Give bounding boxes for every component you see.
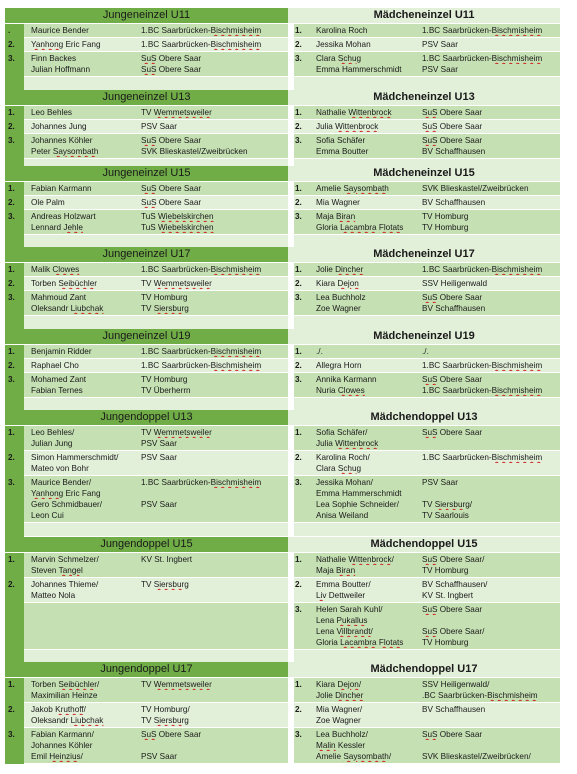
player-name: Torben Seibüchler/ (31, 680, 100, 689)
rank-number-boys: 1. (8, 680, 15, 689)
column-separator (288, 291, 294, 315)
category-title-boys: Jungeneinzel U15 (5, 166, 288, 181)
club-name: PSV Saar (141, 122, 177, 131)
club-name: TV Wemmetsweiler (141, 279, 212, 288)
player-name: Lena Pukallus (316, 616, 368, 625)
player-name: Malik Clowes (31, 265, 80, 274)
player-name: Emma Hammerschmidt (316, 489, 402, 498)
player-name: Emma Boutter/ (316, 580, 371, 589)
player-name: Fabian Ternes (31, 386, 83, 395)
club-name: BV Schaffhausen (422, 705, 486, 714)
rank-number-girls: 1. (295, 347, 302, 356)
player-name: Lea Sophie Schneider/ (316, 500, 399, 509)
rank-number-girls: 3. (295, 54, 302, 63)
club-name: 1.BC Saarbrücken-Bischmisheim (141, 265, 262, 274)
rank-number-girls: 3. (295, 293, 302, 302)
rank-column-strip (5, 77, 24, 91)
rank-number-girls: 1. (295, 265, 302, 274)
club-name: SuS Obere Saar (141, 54, 202, 63)
club-name: SVK Blieskastel/Zweibrücken/ (422, 752, 531, 761)
column-separator (288, 77, 294, 90)
row-bg-right (288, 77, 560, 90)
result-row (5, 134, 560, 158)
category-title-girls: Mädchendoppel U15 (288, 537, 560, 552)
result-row (5, 263, 560, 276)
category-title-boys: Jungendoppel U17 (5, 662, 288, 677)
club-name: TV Homburg (422, 566, 469, 575)
player-name: Lennard Jehle (31, 223, 83, 232)
club-name: TV Wemmetsweiler (141, 680, 212, 689)
rank-column-strip (5, 316, 24, 330)
player-name: Kiara Dejon/ (316, 680, 362, 689)
player-name: Mia Wagner (316, 198, 360, 207)
result-row (5, 373, 560, 397)
player-name: Leo Behles/ (31, 428, 75, 437)
category-title-boys: Jungeneinzel U11 (5, 8, 288, 23)
player-name: Torben Seibüchler (31, 279, 98, 288)
player-name: Anisa Weiland (316, 511, 369, 520)
player-name: Emma Boutter (316, 147, 369, 156)
rank-number-boys: 3. (8, 375, 15, 384)
club-name: TV Homburg (422, 212, 469, 221)
club-name: SuS Obere Saar (141, 730, 202, 739)
player-name: Raphael Cho (31, 361, 79, 370)
rank-number-girls: 1. (295, 184, 302, 193)
club-name: TV Homburg (141, 375, 188, 384)
category-block (5, 537, 560, 664)
category-title-boys: Jungeneinzel U13 (5, 90, 288, 105)
club-name: ./. (422, 347, 429, 356)
player-name: Gloria Lacambra Flotats (316, 638, 404, 647)
rank-number-boys: 2. (8, 453, 15, 462)
player-name: Yanhong Eric Fang (31, 489, 101, 498)
club-name: SuS Obere Saar (422, 375, 483, 384)
player-name: Zoe Wagner (316, 304, 361, 313)
club-name: SuS Obere Saar (141, 184, 202, 193)
category-block (5, 90, 560, 173)
club-name: 1.BC Saarbrücken-Bischmisheim (422, 386, 543, 395)
player-name: Mia Wagner/ (316, 705, 363, 714)
club-name: TV Wemmetsweiler (141, 428, 212, 437)
player-name: Leon Cui (31, 511, 64, 520)
row-bg-left (24, 603, 288, 649)
rank-number-girls: 2. (295, 580, 302, 589)
player-name: Emma Hammerschmidt (316, 65, 402, 74)
club-name: 1.BC Saarbrücken-Bischmisheim (422, 26, 543, 35)
player-name: Jessika Mohan (316, 40, 371, 49)
player-name: Clara Schug (316, 54, 362, 63)
player-name: Karolina Roch/ (316, 453, 370, 462)
row-bg-right (288, 316, 560, 329)
category-block (5, 166, 560, 249)
club-name: TV Überherrn (141, 386, 191, 395)
club-name: SuS Obere Saar (422, 293, 483, 302)
column-separator (288, 553, 294, 577)
club-name: TuS Wiebelskirchen (141, 223, 214, 232)
club-name: PSV Saar (422, 40, 458, 49)
player-name: Clara Schug (316, 464, 362, 473)
column-separator (288, 134, 294, 158)
player-name: Steven Tangel (31, 566, 83, 575)
club-name: PSV Saar (422, 65, 458, 74)
player-name: Benjamin Ridder (31, 347, 92, 356)
rank-number-boys: 2. (8, 40, 15, 49)
player-name: Amelie Saysombath/ (316, 752, 392, 761)
result-row (5, 77, 560, 90)
rank-number-boys: 2. (8, 361, 15, 370)
result-row (5, 277, 560, 290)
player-name: Andreas Holzwart (31, 212, 96, 221)
column-separator (288, 52, 294, 76)
club-name: SuS Obere Saar (422, 730, 483, 739)
result-row (5, 476, 560, 522)
result-row (5, 120, 560, 133)
club-name: SuS Obere Saar/ (422, 555, 485, 564)
player-name: Mateo von Bohr (31, 464, 89, 473)
player-name: Julia Wittenbrock (316, 122, 379, 131)
player-name: Mahmoud Zant (31, 293, 87, 302)
player-name: Malin Kessler (316, 741, 366, 750)
rank-number-girls: 2. (295, 122, 302, 131)
club-name: TV Siersburg/ (422, 500, 473, 509)
result-row (5, 426, 560, 450)
category-title-girls: Mädchendoppel U17 (288, 662, 560, 677)
player-name: Yanhong Eric Fang (31, 40, 101, 49)
rank-number-boys: 2. (8, 122, 15, 131)
player-name: Fabian Karmann (31, 184, 92, 193)
club-name: KV St. Ingbert (422, 591, 474, 600)
player-name: Simon Hammerschmidt/ (31, 453, 119, 462)
category-title-girls: Mädchendoppel U13 (288, 410, 560, 425)
player-name: Nathalie Wittenbrock (316, 108, 392, 117)
player-name: Johannes Thieme/ (31, 580, 99, 589)
club-name: SuS Obere Saar/ (422, 627, 485, 636)
player-name: Julia Wittenbrock (316, 439, 379, 448)
player-name: Nuria Clowes (316, 386, 365, 395)
category-title-girls: Mädcheneinzel U11 (288, 8, 560, 23)
result-row (5, 451, 560, 475)
rank-number-boys: 3. (8, 478, 15, 487)
club-name: .BC Saarbrücken-Bischmisheim (422, 691, 538, 700)
category-block (5, 8, 560, 91)
club-name: 1.BC Saarbrücken-Bischmisheim (422, 265, 543, 274)
category-title-girls: Mädcheneinzel U19 (288, 329, 560, 344)
row-bg-left (24, 316, 288, 329)
category-title-boys: Jungeneinzel U19 (5, 329, 288, 344)
rank-number-boys: 3. (8, 293, 15, 302)
player-name: Amelie Saysombath (316, 184, 389, 193)
club-name: 1.BC Saarbrücken-Bischmisheim (141, 478, 262, 487)
club-name: TV Saarlouis (422, 511, 469, 520)
column-separator (288, 426, 294, 450)
result-row (5, 345, 560, 358)
player-name: Jakob Kruthoff/ (31, 705, 86, 714)
rank-number-girls: 3. (295, 605, 302, 614)
player-name: Jolie Dincher (316, 265, 364, 274)
category-title-girls: Mädcheneinzel U15 (288, 166, 560, 181)
result-row (5, 182, 560, 195)
result-row (5, 678, 560, 702)
rank-number-girls: 3. (295, 730, 302, 739)
club-name: 1.BC Saarbrücken-Bischmisheim (422, 54, 543, 63)
category-block (5, 410, 560, 537)
rank-number-girls: 2. (295, 361, 302, 370)
player-name: Matteo Nola (31, 591, 76, 600)
club-name: PSV Saar (141, 439, 177, 448)
rank-number-girls: 2. (295, 198, 302, 207)
rank-column-strip (5, 603, 24, 650)
club-name: BV Schaffhausen (422, 147, 486, 156)
club-name: SSV Heiligenwald/ (422, 680, 490, 689)
player-name: Gero Schmidbauer/ (31, 500, 103, 509)
column-separator (288, 277, 294, 290)
club-name: SuS Obere Saar (141, 65, 202, 74)
column-separator (288, 182, 294, 195)
player-name: Finn Backes (31, 54, 77, 63)
player-name: Helen Sarah Kuhl/ (316, 605, 383, 614)
player-name: Kiara Dejon (316, 279, 359, 288)
club-name: PSV Saar (422, 478, 458, 487)
player-name: Allegra Horn (316, 361, 362, 370)
club-name: BV Schaffhausen (422, 304, 486, 313)
club-name: 1.BC Saarbrücken-Bischmisheim (422, 453, 543, 462)
result-row (5, 106, 560, 119)
player-name: Johannes Köhler (31, 136, 93, 145)
column-separator (288, 703, 294, 727)
club-name: 1.BC Saarbrücken-Bischmisheim (141, 26, 262, 35)
club-name: TV Homburg (422, 223, 469, 232)
player-name: Leo Behles (31, 108, 72, 117)
rank-number-boys: 2. (8, 580, 15, 589)
club-name: TV Homburg (422, 638, 469, 647)
player-name: Julian Jung (31, 439, 73, 448)
player-name: Maximilian Heinze (31, 691, 98, 700)
column-separator (288, 263, 294, 276)
player-name: Fabian Karmann/ (31, 730, 94, 739)
row-bg-left (24, 523, 288, 536)
club-name: BV Schaffhausen (422, 198, 486, 207)
rank-number-boys: 2. (8, 198, 15, 207)
club-name: SuS Obere Saar (422, 108, 483, 117)
column-separator (288, 603, 294, 649)
column-separator (288, 24, 294, 37)
rank-number-girls: 1. (295, 26, 302, 35)
club-name: TV Homburg (141, 293, 188, 302)
column-separator (288, 373, 294, 397)
player-name: Oleksandr Liubchak (31, 716, 104, 725)
club-name: TV Homburg/ (141, 705, 190, 714)
player-name: Johannes Köhler (31, 741, 93, 750)
row-bg-right (288, 523, 560, 536)
column-separator (288, 678, 294, 702)
club-name: SuS Obere Saar (422, 136, 483, 145)
player-name: Gloria Lacambra Flotats (316, 223, 404, 232)
player-name: Johannes Jung (31, 122, 87, 131)
column-separator (288, 359, 294, 372)
club-name: TV Wemmetsweiler (141, 108, 212, 117)
category-title-girls: Mädcheneinzel U13 (288, 90, 560, 105)
result-row (5, 728, 560, 763)
rank-number-girls: 2. (295, 279, 302, 288)
column-separator (288, 196, 294, 209)
rank-number-boys: 1. (8, 184, 15, 193)
player-name: Nathalie Wittenbrock/ (316, 555, 394, 564)
rank-number-boys: . (8, 26, 11, 35)
player-name: Peter Saysombath (31, 147, 99, 156)
category-block (5, 247, 560, 330)
player-name: Ole Palm (31, 198, 65, 207)
category-title-boys: Jungendoppel U13 (5, 410, 288, 425)
rank-number-boys: 3. (8, 730, 15, 739)
rank-number-girls: 1. (295, 555, 302, 564)
result-row (5, 603, 560, 649)
club-name: 1.BC Saarbrücken-Bischmisheim (141, 347, 262, 356)
column-separator (288, 106, 294, 119)
column-separator (288, 120, 294, 133)
category-title-girls: Mädcheneinzel U17 (288, 247, 560, 262)
category-title-boys: Jungeneinzel U17 (5, 247, 288, 262)
result-row (5, 52, 560, 76)
category-title-boys: Jungendoppel U15 (5, 537, 288, 552)
player-name: Mohamed Zant (31, 375, 87, 384)
rank-number-boys: 3. (8, 54, 15, 63)
player-name: Jessika Mohan/ (316, 478, 373, 487)
rank-number-girls: 3. (295, 136, 302, 145)
rank-column-strip (5, 523, 24, 537)
rank-number-girls: 2. (295, 40, 302, 49)
club-name: SVK Blieskastel/Zweibrücken (422, 184, 529, 193)
player-name: Liv Dettweiler (316, 591, 366, 600)
club-name: KV St. Ingbert (141, 555, 193, 564)
player-name: Lea Buchholz/ (316, 730, 368, 739)
category-block (5, 329, 560, 412)
club-name: 1.BC Saarbrücken-Bischmisheim (141, 40, 262, 49)
column-separator (288, 523, 294, 536)
result-row (5, 316, 560, 329)
rank-number-girls: 3. (295, 212, 302, 221)
column-separator (288, 476, 294, 522)
rank-number-girls: 1. (295, 108, 302, 117)
rank-number-boys: 1. (8, 347, 15, 356)
player-name: Emil Heinzius/ (31, 752, 83, 761)
club-name: SVK Blieskastel/Zweibrücken (141, 147, 248, 156)
player-name: Zoe Wagner (316, 716, 361, 725)
rank-number-girls: 1. (295, 428, 302, 437)
player-name: Oleksandr Liubchak (31, 304, 104, 313)
club-name: BV Schaffhausen/ (422, 580, 488, 589)
rank-number-boys: 1. (8, 428, 15, 437)
club-name: TuS Wiebelskirchen (141, 212, 214, 221)
rank-number-girls: 2. (295, 705, 302, 714)
category-block (5, 662, 560, 764)
rank-number-girls: 3. (295, 375, 302, 384)
column-separator (288, 38, 294, 51)
row-bg-left (24, 77, 288, 90)
player-name: Karolina Roch (316, 26, 368, 35)
result-row (5, 291, 560, 315)
player-name: Jolie Dincher (316, 691, 364, 700)
rank-number-boys: 3. (8, 212, 15, 221)
column-separator (288, 316, 294, 329)
club-name: TV Siersburg (141, 716, 189, 725)
rank-number-boys: 2. (8, 705, 15, 714)
rank-number-boys: 2. (8, 279, 15, 288)
rank-number-boys: 1. (8, 555, 15, 564)
club-name: SuS Obere Saar (141, 198, 202, 207)
column-separator (288, 728, 294, 763)
column-separator (288, 451, 294, 475)
result-row (5, 24, 560, 37)
result-row (5, 703, 560, 727)
rank-number-boys: 1. (8, 265, 15, 274)
player-name: Maja Biran (316, 212, 356, 221)
rank-number-girls: 2. (295, 453, 302, 462)
column-separator (288, 345, 294, 358)
result-row (5, 359, 560, 372)
player-name: Lea Buchholz (316, 293, 366, 302)
result-row (5, 210, 560, 234)
club-name: TV Siersburg (141, 580, 189, 589)
club-name: PSV Saar (141, 500, 177, 509)
club-name: PSV Saar (141, 752, 177, 761)
rank-number-girls: 1. (295, 680, 302, 689)
result-row (5, 523, 560, 536)
player-name: Annika Karmann (316, 375, 377, 384)
club-name: 1.BC Saarbrücken-Bischmisheim (141, 361, 262, 370)
club-name: 1.BC Saarbrücken-Bischmisheim (422, 361, 543, 370)
player-name: Maja Biran (316, 566, 356, 575)
player-name: Sofia Schäfer (316, 136, 366, 145)
club-name: PSV Saar (141, 453, 177, 462)
player-name: Maurice Bender (31, 26, 89, 35)
result-row (5, 38, 560, 51)
result-row (5, 553, 560, 577)
column-separator (288, 210, 294, 234)
player-name: Sofia Schäfer/ (316, 428, 368, 437)
club-name: SSV Heiligenwald (422, 279, 488, 288)
club-name: SuS Obere Saar (422, 605, 483, 614)
player-name: Maurice Bender/ (31, 478, 92, 487)
club-name: SuS Obere Saar (141, 136, 202, 145)
player-name: Lena Villbrandt/ (316, 627, 373, 636)
rank-number-boys: 3. (8, 136, 15, 145)
player-name: Julian Hoffmann (31, 65, 91, 74)
result-row (5, 578, 560, 602)
club-name: TV Siersburg (141, 304, 189, 313)
rank-number-girls: 3. (295, 478, 302, 487)
rank-number-boys: 1. (8, 108, 15, 117)
player-name: Marvin Schmelzer/ (31, 555, 99, 564)
column-separator (288, 578, 294, 602)
club-name: SuS Obere Saar (422, 122, 483, 131)
club-name: SuS Obere Saar (422, 428, 483, 437)
result-row (5, 196, 560, 209)
player-name: ./. (316, 347, 323, 356)
